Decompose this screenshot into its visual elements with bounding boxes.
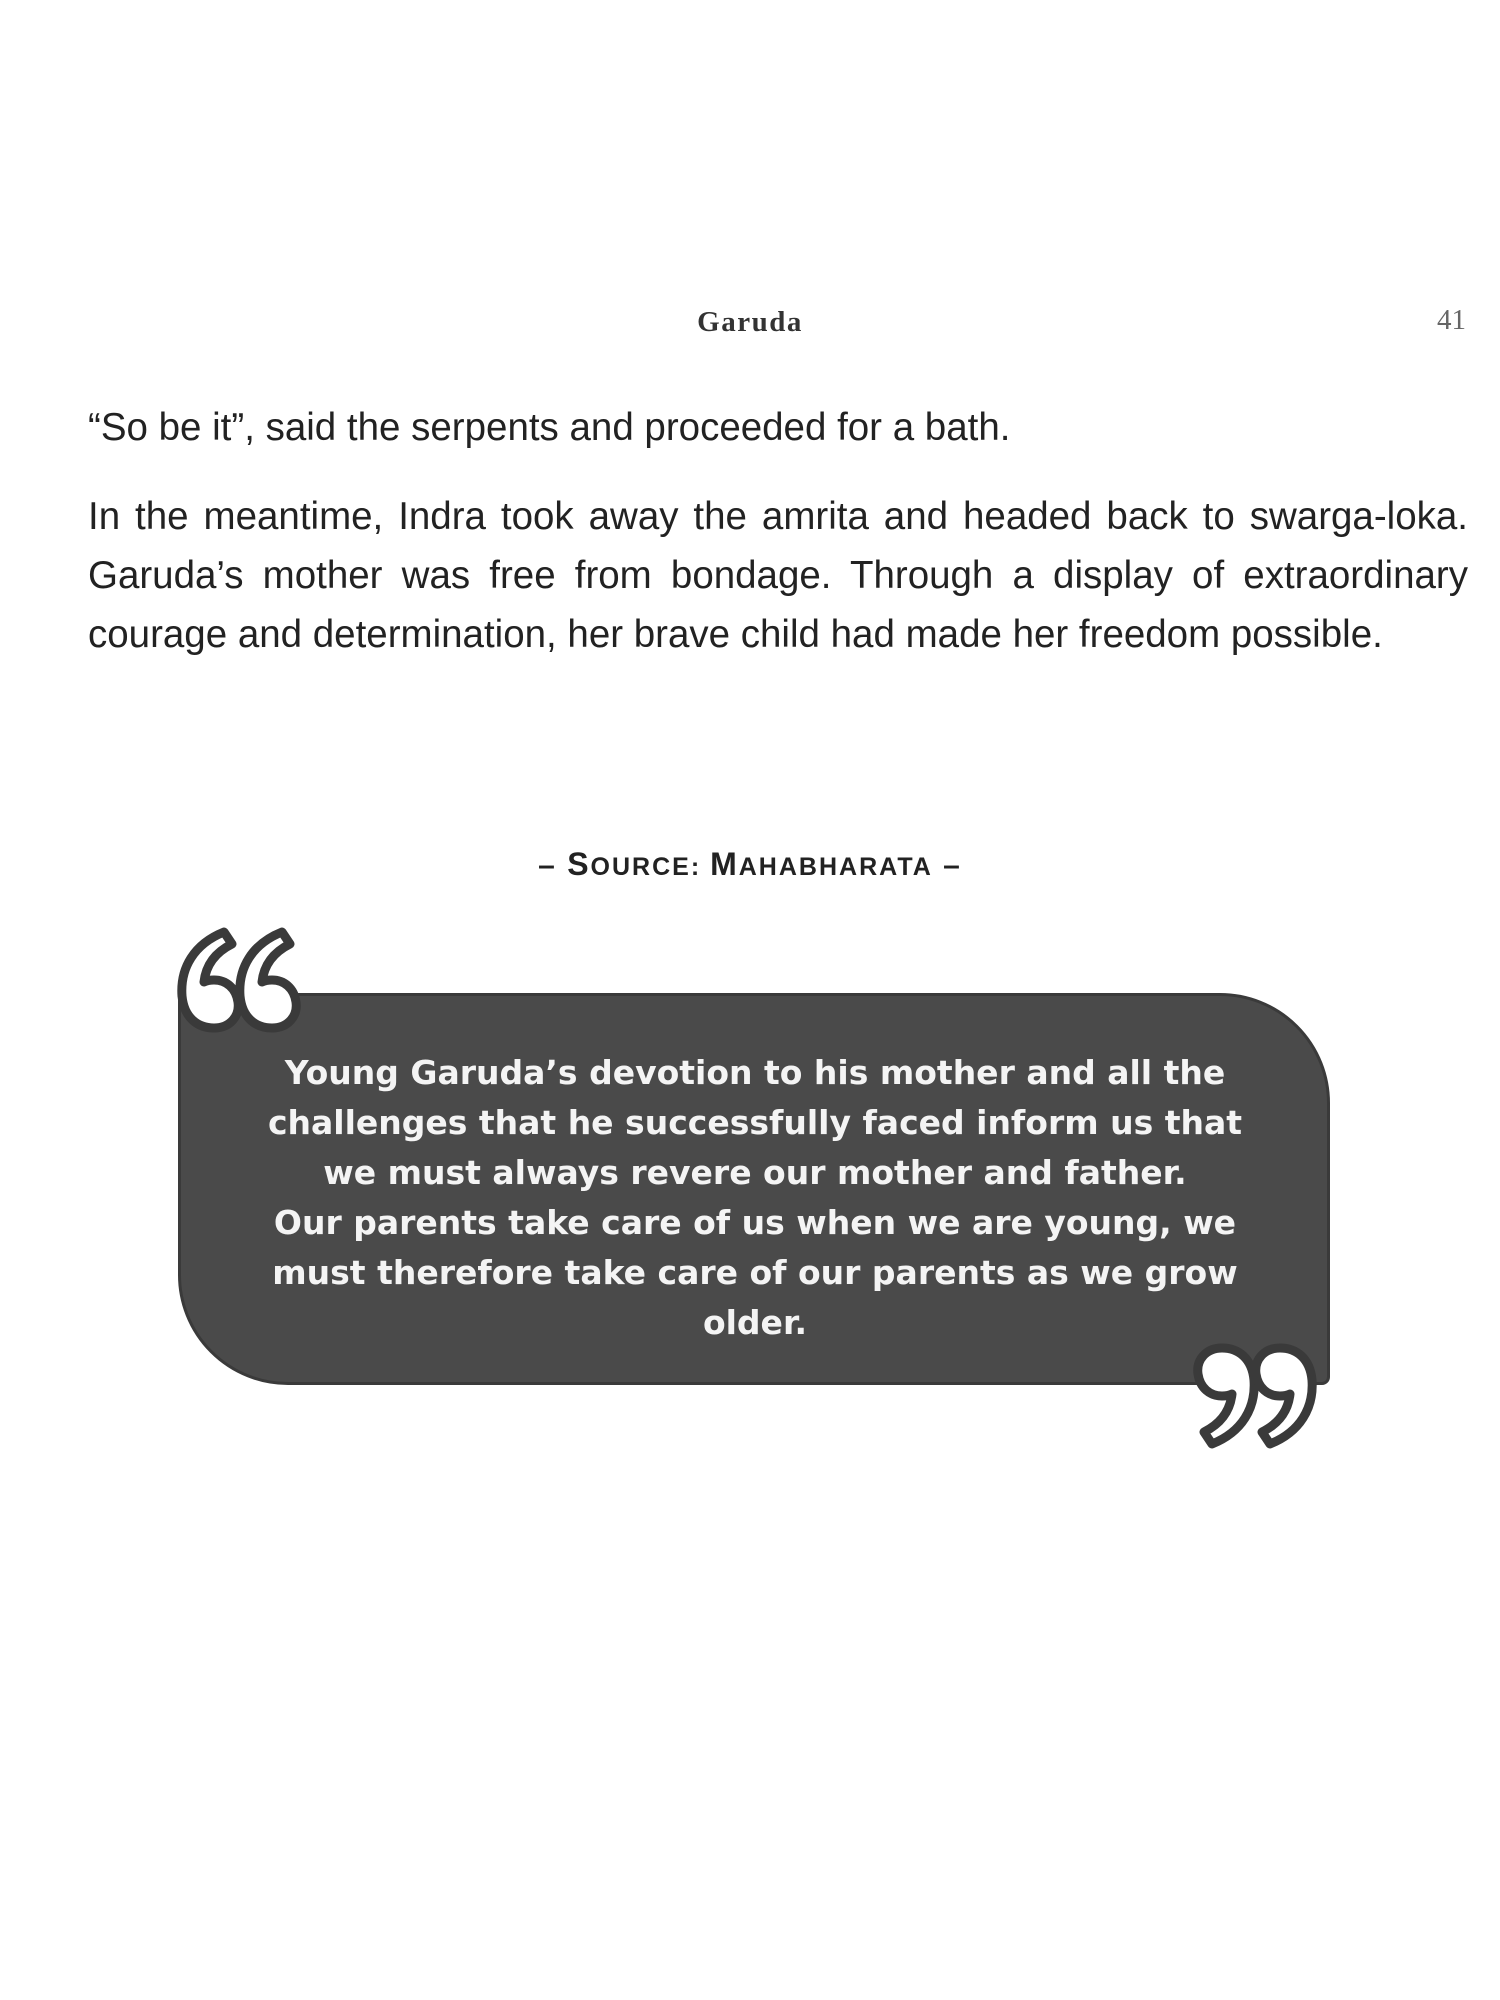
open-quote-icon [172,918,302,1038]
running-head-title: Garuda [697,306,803,338]
paragraph-2: In the meantime, Indra took away the amrita and headed back to swarga-loka. Garuda’s mother was free from bondage. Through a display of extraordinary courage and determination, her brave child had made her freedom possible. [88,495,1468,656]
source-name-rest: AHABHARATA [738,853,933,881]
quote-text [240,1048,1270,1348]
close-quote-icon [1192,1338,1322,1458]
source-m-cap: M [710,846,739,882]
source-label-rest: OURCE: [590,853,711,881]
source-dash-right: – [932,849,962,882]
page-number: 41 [1437,304,1466,336]
source-dash-left: – [538,849,568,882]
quote-line-1: Young Garuda’s devotion to his mother and all the challenges that he successfully faced inform us that we must always revere our mother and father. [267,1053,1243,1192]
source-s-cap: S [567,846,591,882]
quote-line-2: Our parents take care of us when we are young, we must therefore take care of our parents as we grow older. [272,1203,1238,1342]
source-attribution [0,846,1500,883]
paragraph-1: “So be it”, said the serpents and proceeded for a bath. [88,406,1011,449]
